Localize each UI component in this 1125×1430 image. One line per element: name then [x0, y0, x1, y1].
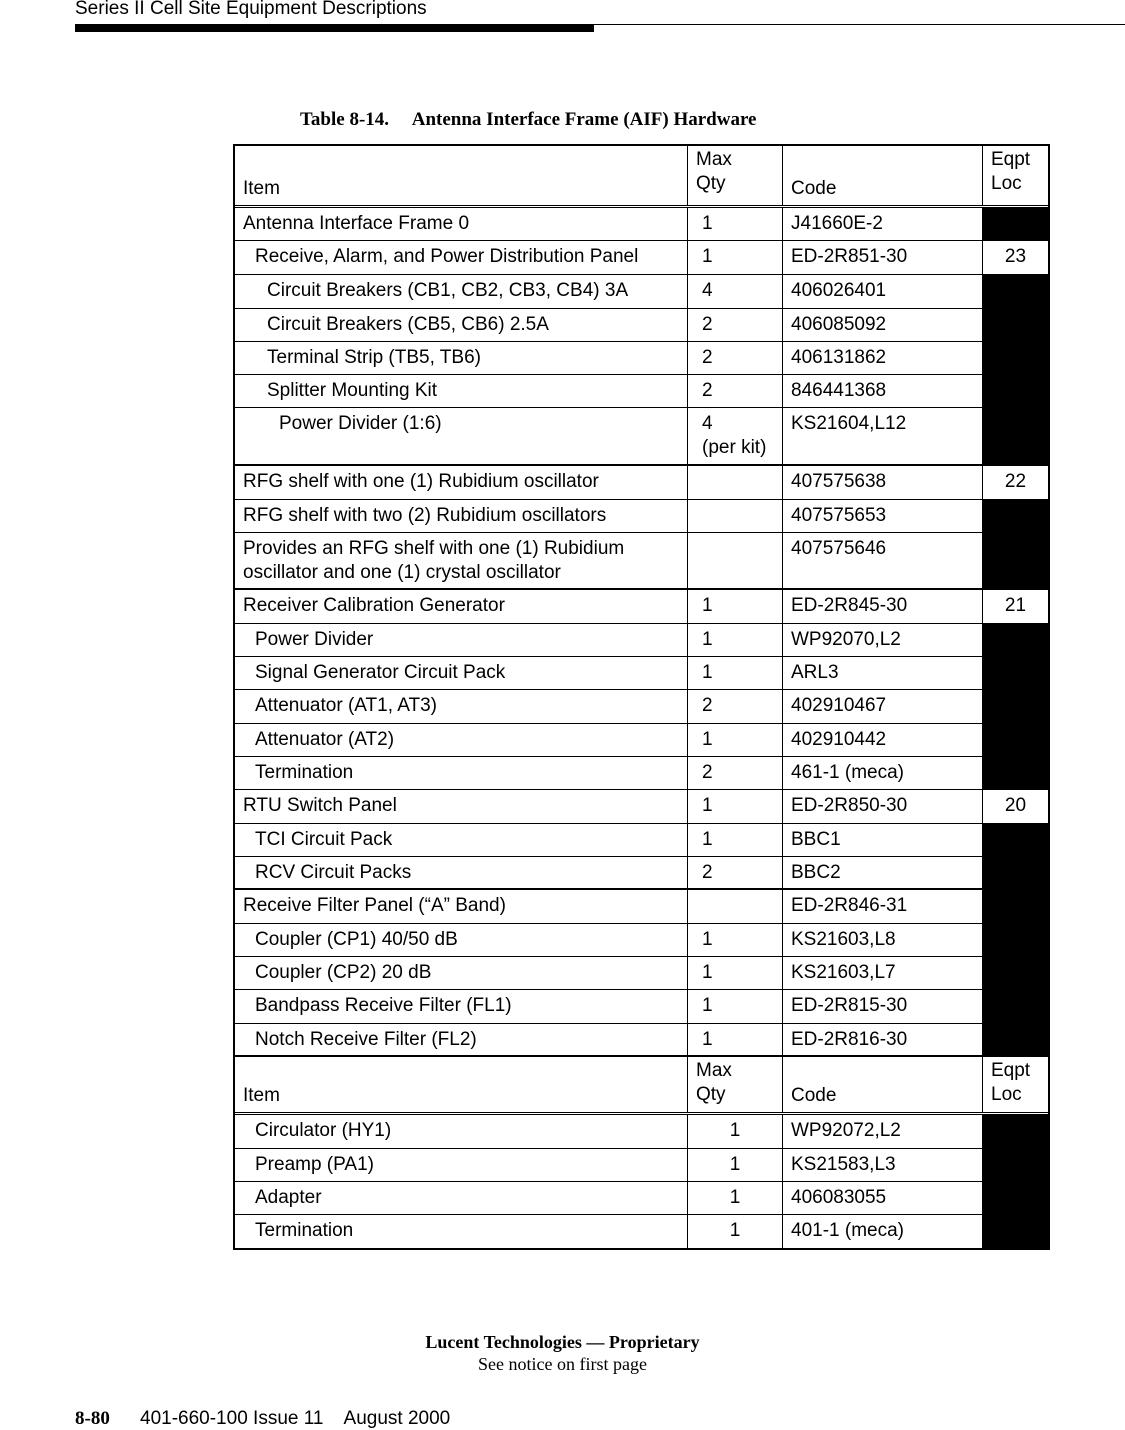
- table-row: [235, 957, 1048, 990]
- qty-cell: [688, 466, 783, 499]
- table-row: [235, 309, 1048, 342]
- item-cell: [235, 690, 688, 723]
- item-text: Signal Generator Circuit Pack: [255, 662, 506, 683]
- qty-text: 1: [702, 629, 713, 650]
- loc-cell: [983, 500, 1048, 532]
- footer-notice: See notice on first page: [478, 1354, 647, 1374]
- qty-cell: [688, 857, 783, 888]
- loc-cell: [983, 275, 1048, 308]
- item-text: Notch Receive Filter (FL2): [255, 1029, 477, 1050]
- code-cell: [783, 1215, 983, 1248]
- item-text: Circuit Breakers (CB5, CB6) 2.5A: [267, 314, 549, 335]
- table-row: [235, 342, 1048, 375]
- loc-cell: [983, 957, 1048, 989]
- qty-text: 1: [702, 795, 713, 816]
- item-cell: [235, 275, 688, 308]
- col-loc-label: Loc: [991, 1084, 1022, 1105]
- item-cell: [235, 309, 688, 341]
- item-text: TCI Circuit Pack: [255, 829, 393, 850]
- qty-cell: [688, 375, 783, 407]
- qty-text: 2: [702, 380, 713, 401]
- qty-cell: [688, 1215, 783, 1248]
- loc-cell: [983, 1182, 1048, 1214]
- item-text: Circuit Breakers (CB1, CB2, CB3, CB4) 3A: [267, 280, 629, 301]
- loc-cell: [983, 790, 1048, 823]
- qty-cell: [688, 790, 783, 823]
- code-cell: [783, 890, 983, 923]
- table-row: [235, 857, 1048, 890]
- document-id: 401-660-100 Issue 11 August 2000: [140, 1408, 451, 1429]
- code-cell: [783, 500, 983, 532]
- item-text: Provides an RFG shelf with one (1) Rubidium: [243, 538, 625, 559]
- qty-text: 2: [702, 347, 713, 368]
- table-header-row: [235, 146, 1048, 208]
- item-text: Terminal Strip (TB5, TB6): [267, 347, 481, 368]
- item-text: RFG shelf with one (1) Rubidium oscillator: [243, 471, 599, 492]
- code-text: KS21583,L3: [791, 1154, 896, 1175]
- item-cell: [235, 757, 688, 789]
- qty-cell: [688, 924, 783, 956]
- code-text: 406085092: [791, 314, 887, 335]
- header-bar: [75, 24, 594, 32]
- item-cell: [235, 241, 688, 274]
- loc-cell: [983, 309, 1048, 341]
- table-row: [235, 208, 1048, 241]
- code-text: 401-1 (meca): [791, 1220, 904, 1241]
- qty-cell: [688, 275, 783, 308]
- qty-text: 4: [702, 413, 713, 434]
- loc-cell: [983, 624, 1048, 656]
- item-text-line2: oscillator and one (1) crystal oscillator: [243, 562, 561, 583]
- item-cell: [235, 624, 688, 656]
- qty-cell: [688, 1115, 783, 1148]
- qty-cell: [688, 957, 783, 989]
- item-cell: [235, 890, 688, 923]
- qty-text: 1: [702, 213, 713, 234]
- qty-text: 1: [729, 1120, 741, 1141]
- table-row: [235, 790, 1048, 824]
- loc-text: 20: [1004, 795, 1027, 816]
- item-cell: [235, 1024, 688, 1055]
- item-text: Splitter Mounting Kit: [267, 380, 438, 401]
- qty-cell: [688, 690, 783, 723]
- loc-cell: [983, 1149, 1048, 1181]
- qty-text: 4: [702, 280, 713, 301]
- code-text: ED-2R815-30: [791, 995, 908, 1016]
- footer-company: Lucent Technologies — Proprietary: [425, 1332, 700, 1352]
- qty-text: 1: [729, 1154, 741, 1175]
- qty-text: 1: [702, 929, 713, 950]
- item-cell: [235, 342, 688, 374]
- loc-cell: [983, 375, 1048, 407]
- table-row: [235, 1215, 1048, 1248]
- col-code-header: [783, 1057, 983, 1112]
- table-row: [235, 375, 1048, 408]
- item-text: Termination: [255, 1220, 354, 1241]
- item-cell: [235, 1215, 688, 1248]
- code-text: WP92070,L2: [791, 629, 901, 650]
- loc-cell: [983, 208, 1048, 240]
- table-row: [235, 724, 1048, 757]
- code-text: 406083055: [791, 1187, 887, 1208]
- qty-cell: [688, 657, 783, 689]
- col-qty-label: Qty: [696, 1084, 726, 1105]
- table-row: [235, 824, 1048, 857]
- item-cell: [235, 924, 688, 956]
- item-cell: [235, 724, 688, 756]
- code-cell: [783, 1182, 983, 1214]
- col-eqpt-label: Eqpt: [991, 1060, 1031, 1081]
- qty-text: 1: [702, 595, 713, 616]
- item-cell: [235, 957, 688, 989]
- qty-text: 2: [702, 862, 713, 883]
- qty-cell: [688, 1024, 783, 1055]
- code-cell: [783, 724, 983, 756]
- item-text: Attenuator (AT1, AT3): [255, 695, 437, 716]
- col-loc-header: [983, 1057, 1048, 1112]
- code-cell: [783, 590, 983, 623]
- item-cell: [235, 657, 688, 689]
- table-row: [235, 500, 1048, 533]
- loc-cell: [983, 1024, 1048, 1055]
- code-text: BBC2: [791, 862, 841, 883]
- qty-cell: [688, 500, 783, 532]
- code-cell: [783, 657, 983, 689]
- code-cell: [783, 275, 983, 308]
- qty-cell: [688, 1149, 783, 1181]
- code-cell: [783, 757, 983, 789]
- code-text: ED-2R850-30: [791, 795, 908, 816]
- qty-cell: [688, 757, 783, 789]
- qty-cell: [688, 824, 783, 856]
- qty-cell: [688, 724, 783, 756]
- qty-text: 1: [729, 1187, 741, 1208]
- col-item-label: Item: [243, 1085, 280, 1106]
- loc-cell: [983, 1215, 1048, 1248]
- qty-text: 2: [702, 314, 713, 335]
- loc-cell: [983, 924, 1048, 956]
- col-qty-header: [688, 1057, 783, 1112]
- item-text: Preamp (PA1): [255, 1154, 374, 1175]
- table-row: [235, 466, 1048, 500]
- qty-text: 1: [702, 246, 713, 267]
- code-text: 846441368: [791, 380, 887, 401]
- item-cell: [235, 990, 688, 1023]
- code-text: 402910467: [791, 695, 887, 716]
- item-cell: [235, 590, 688, 623]
- code-text: ED-2R816-30: [791, 1029, 908, 1050]
- col-max-label: Max: [696, 149, 732, 170]
- table-row: [235, 890, 1048, 924]
- loc-cell: [983, 466, 1048, 499]
- table-row: [235, 624, 1048, 657]
- code-cell: [783, 408, 983, 464]
- code-cell: [783, 1115, 983, 1148]
- code-text: ED-2R845-30: [791, 595, 908, 616]
- table-caption: Table 8-14. Antenna Interface Frame (AIF) Hardware: [300, 109, 757, 130]
- loc-cell: [983, 824, 1048, 856]
- table-row: [235, 690, 1048, 724]
- table-row: [235, 533, 1048, 590]
- code-cell: [783, 957, 983, 989]
- table-body-1: [235, 208, 1048, 1057]
- item-text: RFG shelf with two (2) Rubidium oscillators: [243, 505, 607, 526]
- col-loc-label: Loc: [991, 173, 1022, 194]
- item-text: Power Divider: [255, 629, 374, 650]
- qty-text: 1: [702, 829, 713, 850]
- item-cell: [235, 790, 688, 823]
- code-cell: [783, 375, 983, 407]
- item-cell: [235, 500, 688, 532]
- item-cell: [235, 208, 688, 240]
- item-text: RTU Switch Panel: [243, 795, 397, 816]
- col-item-header: [235, 146, 688, 205]
- running-header: Series II Cell Site Equipment Descriptions: [75, 0, 427, 19]
- loc-cell: [983, 890, 1048, 923]
- qty-cell: [688, 309, 783, 341]
- code-cell: [783, 857, 983, 888]
- item-cell: [235, 375, 688, 407]
- table-row: [235, 241, 1048, 275]
- qty-cell: [688, 241, 783, 274]
- code-cell: [783, 624, 983, 656]
- code-cell: [783, 533, 983, 588]
- loc-cell: [983, 690, 1048, 723]
- table-row: [235, 1115, 1048, 1149]
- item-text: Termination: [255, 762, 354, 783]
- code-cell: [783, 790, 983, 823]
- qty-cell: [688, 990, 783, 1023]
- item-cell: [235, 824, 688, 856]
- col-code-header: [783, 146, 983, 205]
- qty-text: 1: [702, 662, 713, 683]
- code-cell: [783, 309, 983, 341]
- table-header-row-repeat: [235, 1057, 1048, 1115]
- page-number: 8-80: [75, 1408, 110, 1429]
- table-row: [235, 990, 1048, 1024]
- table-row: [235, 590, 1048, 624]
- item-cell: [235, 533, 688, 588]
- code-text: WP92072,L2: [791, 1120, 901, 1141]
- table-row: [235, 757, 1048, 790]
- code-cell: [783, 466, 983, 499]
- hardware-table: [233, 144, 1050, 1250]
- code-text: ED-2R846-31: [791, 895, 908, 916]
- item-text: Receive Filter Panel (“A” Band): [243, 895, 506, 916]
- table-row: [235, 1182, 1048, 1215]
- code-cell: [783, 342, 983, 374]
- col-qty-header: [688, 146, 783, 205]
- item-text: Adapter: [255, 1187, 322, 1208]
- code-cell: [783, 690, 983, 723]
- col-eqpt-label: Eqpt: [991, 149, 1031, 170]
- code-cell: [783, 241, 983, 274]
- col-max-label: Max: [696, 1060, 732, 1081]
- qty-cell: [688, 890, 783, 923]
- table-body-2: [235, 1115, 1048, 1248]
- qty-text: 1: [702, 995, 713, 1016]
- item-cell: [235, 1182, 688, 1214]
- code-text: J41660E-2: [791, 213, 883, 234]
- item-text: Receive, Alarm, and Power Distribution Panel: [255, 246, 639, 267]
- qty-cell: [688, 1182, 783, 1214]
- item-cell: [235, 1115, 688, 1148]
- qty-cell: [688, 342, 783, 374]
- loc-cell: [983, 757, 1048, 789]
- code-text: ARL3: [791, 662, 839, 683]
- loc-text: 22: [1004, 471, 1027, 492]
- qty-cell: [688, 408, 783, 464]
- qty-text: 1: [702, 729, 713, 750]
- code-cell: [783, 824, 983, 856]
- code-text: 407575638: [791, 471, 887, 492]
- code-text: 461-1 (meca): [791, 762, 904, 783]
- loc-text: 21: [1004, 595, 1027, 616]
- item-text: Circulator (HY1): [255, 1120, 392, 1141]
- item-cell: [235, 857, 688, 888]
- code-text: KS21603,L7: [791, 962, 896, 983]
- loc-cell: [983, 1115, 1048, 1148]
- code-cell: [783, 924, 983, 956]
- item-text: Bandpass Receive Filter (FL1): [255, 995, 512, 1016]
- item-text: Antenna Interface Frame 0: [243, 213, 470, 234]
- code-text: 406131862: [791, 347, 887, 368]
- code-text: ED-2R851-30: [791, 246, 908, 267]
- item-text: Attenuator (AT2): [255, 729, 395, 750]
- qty-cell: [688, 590, 783, 623]
- qty-text: 2: [702, 695, 713, 716]
- col-qty-label: Qty: [696, 173, 726, 194]
- qty-text: 2: [702, 762, 713, 783]
- item-cell: [235, 408, 688, 464]
- col-item-header: [235, 1057, 688, 1112]
- code-text: 407575646: [791, 538, 887, 559]
- code-cell: [783, 990, 983, 1023]
- qty-text: 1: [702, 1029, 713, 1050]
- loc-cell: [983, 857, 1048, 888]
- qty-cell: [688, 533, 783, 588]
- loc-cell: [983, 724, 1048, 756]
- item-cell: [235, 1149, 688, 1181]
- col-code-label: Code: [791, 178, 837, 199]
- table-row: [235, 275, 1048, 309]
- qty-cell: [688, 624, 783, 656]
- loc-cell: [983, 657, 1048, 689]
- col-item-label: Item: [243, 178, 280, 199]
- item-text: Power Divider (1:6): [279, 413, 442, 434]
- loc-cell: [983, 990, 1048, 1023]
- code-cell: [783, 208, 983, 240]
- item-text: Receiver Calibration Generator: [243, 595, 505, 616]
- code-cell: [783, 1024, 983, 1055]
- item-text: RCV Circuit Packs: [255, 862, 412, 883]
- item-text: Coupler (CP2) 20 dB: [255, 962, 432, 983]
- loc-text: 23: [1004, 246, 1027, 267]
- loc-cell: [983, 590, 1048, 623]
- table-row: [235, 924, 1048, 957]
- code-text: 402910442: [791, 729, 887, 750]
- code-text: BBC1: [791, 829, 841, 850]
- loc-cell: [983, 533, 1048, 588]
- item-text: Coupler (CP1) 40/50 dB: [255, 929, 458, 950]
- table-row: [235, 1149, 1048, 1182]
- item-cell: [235, 466, 688, 499]
- code-text: 406026401: [791, 280, 887, 301]
- qty-text: 1: [729, 1220, 741, 1241]
- code-text: KS21604,L12: [791, 413, 907, 434]
- loc-cell: [983, 408, 1048, 464]
- table-row: [235, 408, 1048, 466]
- loc-cell: [983, 241, 1048, 274]
- qty-note: (per kit): [702, 437, 767, 458]
- qty-text: 1: [702, 962, 713, 983]
- col-code-label: Code: [791, 1085, 837, 1106]
- qty-cell: [688, 208, 783, 240]
- code-text: 407575653: [791, 505, 887, 526]
- table-row: [235, 657, 1048, 690]
- table-row: [235, 1024, 1048, 1057]
- loc-cell: [983, 342, 1048, 374]
- code-text: KS21603,L8: [791, 929, 896, 950]
- col-loc-header: [983, 146, 1048, 205]
- code-cell: [783, 1149, 983, 1181]
